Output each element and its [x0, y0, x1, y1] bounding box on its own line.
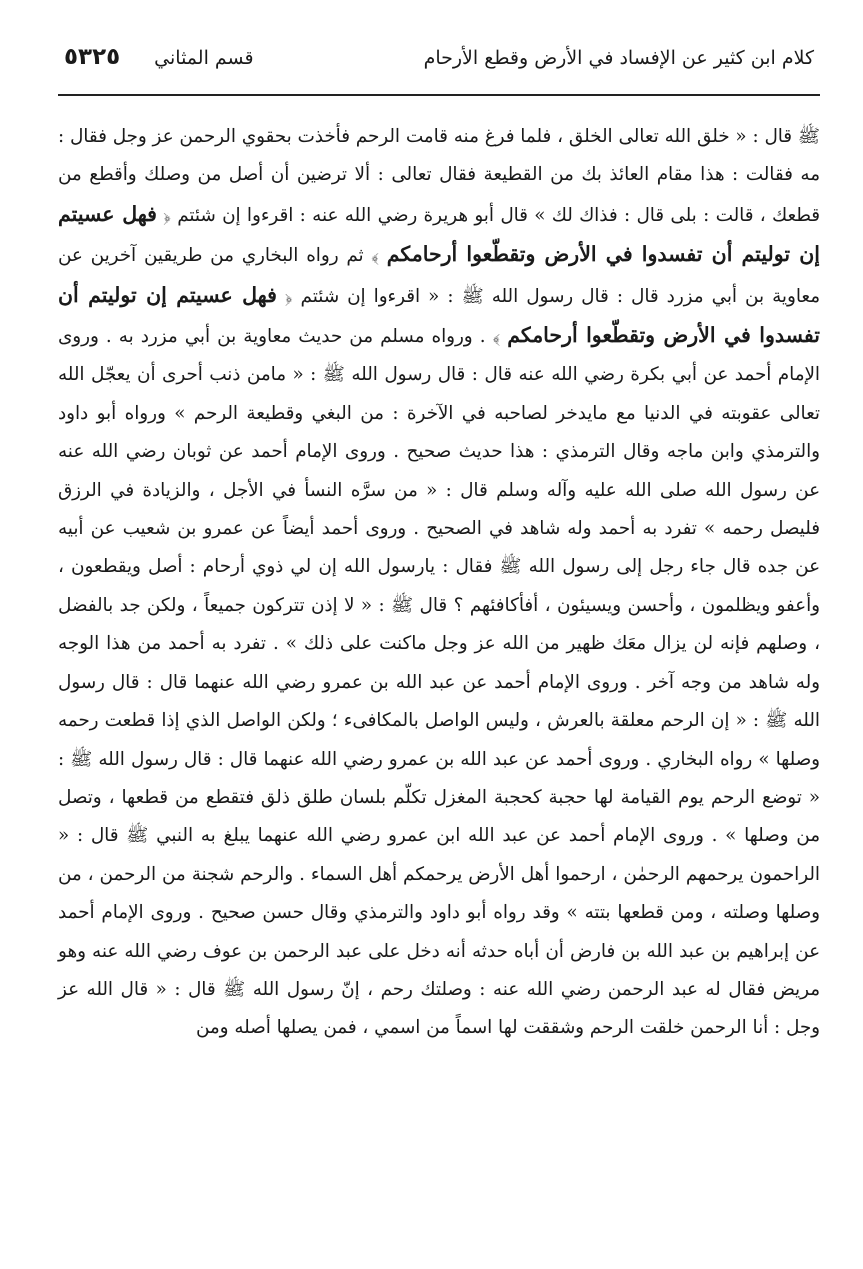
text-segment-1: ﷺ قال : « خلق الله تعالى الخلق ، فلما فرغ منه قامت الرحم فأخذت بحقوي الرحمن عز وجل فقال : مه فقالت : هذا مقام العائذ بك من القطيعة فقال تعالى : ألا ترضين أن أصل من وصلك وأقطع من قطعك ، قالت : بلى قال : فذاك لك » قال أبو هريرة رضي الله عنه : اقرءوا إن شئتم ﴿	[58, 126, 821, 226]
text-segment-2: ﴾ ثم رواه البخاري من طريقين آخرين عن معاوية بن أبي مزرد قال : قال رسول الله ﷺ : « اقرءوا إن شئتم ﴿	[58, 245, 820, 307]
page-number: ٥٣٢٥	[64, 44, 121, 70]
running-title: كلام ابن كثير عن الإفساد في الأرض وقطع الأرحام	[423, 47, 814, 69]
section-label: قسم المثاني	[154, 47, 254, 69]
text-segment-3: ﴾ . ورواه مسلم من حديث معاوية بن أبي مزرد به . وروى الإمام أحمد عن أبي بكرة رضي الله عنه قال : قال رسول الله ﷺ : « مامن ذنب أحرى أن يعجّل الله تعالى عقوبته في الدنيا مع مايدخر لصاحبه في الآخرة : من البغي وقطيعة الرحم » ورواه أبو داود والترمذي وابن ماجه وقال الترمذي : هذا حديث صحيح . وروى الإمام أحمد عن ثوبان رضي الله عنه عن رسول الله صلى الله عليه وآله وسلم قال : « من سرَّه النسأ في الأجل ، والزيادة في الرزق فليصل رحمه » تفرد به أحمد وله شاهد في الصحيح . وروى أحمد أيضاً عن عمرو بن شعيب عن أبيه عن جده قال جاء رجل إلى رسول الله ﷺ فقال : يارسول الله إن لي ذوي أرحام : أصل ويقطعون ، وأعفو ويظلمون ، وأحسن ويسيئون ، أفأكافئهم ؟ قال ﷺ : « لا إذن تتركون جميعاً ، ولكن جد بالفضل ، وصلهم فإنه لن يزال معَك ظهير من الله عز وجل ماكنت على ذلك » . تفرد به أحمد من هذا الوجه وله شاهد من وجه آخر . وروى الإمام أحمد عن عبد الله بن عمرو رضي الله عنهما قال : قال رسول الله ﷺ : « إن الرحم معلقة بالعرش ، وليس الواصل بالمكافىء ؛ ولكن الواصل الذي إذا قطعت رحمه وصلها » رواه البخاري . وروى أحمد عن عبد الله بن عمرو رضي الله عنهما قال : قال رسول الله ﷺ : « توضع الرحم يوم القيامة لها حجبة كحجبة المغزل تكلّم بلسان طلق ذلق فتقطع من قطعها ، وتصل من وصلها » . وروى الإمام أحمد عن عبد الله ابن عمرو رضي الله عنهما يبلغ به النبي ﷺ قال : « الراحمون يرحمهم الرحمٰن ، ارحموا أهل الأرض يرحمكم أهل السماء . والرحم شجنة من الرحمن ، من وصلها وصلته ، ومن قطعها بتته » وقد رواه أبو داود والترمذي وقال حسن صحيح . وروى الإمام أحمد عن إبراهيم بن عبد الله بن فارض أن أباه حدثه أنه دخل على عبد الرحمن بن عوف رضي الله عنه وهو مريض فقال له عبد الرحمن رضي الله عنه : وصلتك رحم ، إنّ رسول الله ﷺ قال : « قال الله عز وجل : أنا الرحمن خلقت الرحم وشققت لها اسماً من اسمي ، فمن يصلها أصله ومن	[58, 326, 820, 1039]
body-text	[58, 118, 820, 1048]
quran-verse-1: فهل عسيتم إن توليتم أن تفسدوا في الأرض وتقطّعوا أرحامكم	[58, 201, 820, 267]
main-paragraph	[58, 118, 820, 1048]
page-header	[58, 44, 820, 96]
book-page	[58, 44, 820, 1244]
quran-verse-2: فهل عسيتم إن توليتم أن تفسدوا في الأرض وتقطّعوا أرحامكم	[58, 282, 820, 348]
